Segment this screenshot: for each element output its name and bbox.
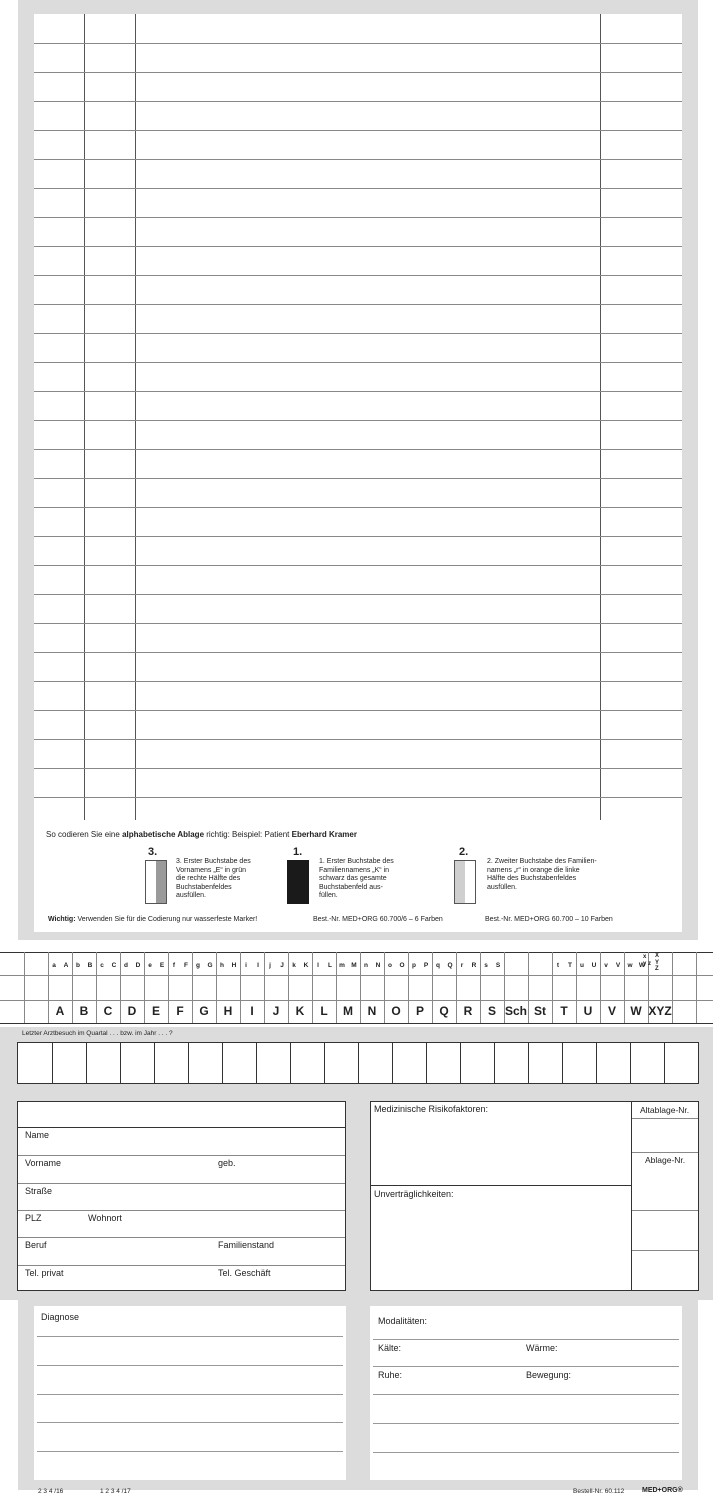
small-code-letter: H — [231, 962, 237, 969]
alphabet-letter: G — [199, 1004, 209, 1018]
alphabet-letter: U — [583, 1004, 593, 1018]
small-code-letter: M — [351, 962, 357, 969]
table-row-line — [34, 768, 682, 769]
small-code-letter: J — [280, 962, 284, 969]
unvertraeglichkeiten-label: Unverträglichkeiten: — [374, 1189, 454, 1199]
alphabet-letter: B — [79, 1004, 89, 1018]
small-code-letter: n — [364, 962, 368, 969]
alphabet-letter: E — [151, 1004, 160, 1018]
footer-years-16: 2 3 4 /16 — [38, 1488, 64, 1495]
table-row-line — [34, 246, 682, 247]
small-code-letter: A — [63, 962, 69, 969]
table-row-line — [34, 188, 682, 189]
small-code-letter: u — [580, 962, 584, 969]
step2-number: 2. — [459, 846, 469, 858]
brand-logo: MED+ORG® — [642, 1487, 683, 1494]
visit-box-divider — [222, 1043, 223, 1083]
visit-box-divider — [120, 1043, 121, 1083]
alphabet-letter: N — [367, 1004, 377, 1018]
small-code-letter: i — [245, 962, 247, 969]
small-code-letter: w — [627, 962, 633, 969]
visit-box-divider — [256, 1043, 257, 1083]
step3-text: 3. Erster Buchstabe des Vornamens „E“ in grün die rechte Hälfte des Buchstabenfeldes ausfüllen. — [176, 858, 251, 899]
small-code-letter: o — [388, 962, 392, 969]
alphabet-column-line — [696, 952, 697, 1023]
wohnort-label: Wohnort — [88, 1213, 122, 1223]
small-code-letter: E — [159, 962, 165, 969]
step1-swatch — [287, 860, 309, 904]
small-code-letter: g — [196, 962, 200, 969]
small-code-letter: W — [638, 962, 646, 969]
archive-box — [631, 1101, 699, 1291]
ruhe-label: Ruhe: — [378, 1370, 403, 1380]
table-row-line — [34, 652, 682, 653]
table-row-line — [34, 391, 682, 392]
table-row-line — [34, 594, 682, 595]
small-code-letter: q — [436, 962, 440, 969]
xyz-small-lower: x y z — [643, 954, 652, 967]
geb-label: geb. — [218, 1158, 236, 1168]
beruf-label: Beruf — [25, 1240, 47, 1250]
small-code-letter: S — [495, 962, 501, 969]
table-row-line — [34, 739, 682, 740]
vorname-label: Vorname — [25, 1158, 62, 1168]
plz-label: PLZ — [25, 1213, 42, 1223]
visit-box-divider — [392, 1043, 393, 1083]
alphabet-letter: H — [223, 1004, 233, 1018]
alphabet-letter: St — [534, 1004, 546, 1018]
waerme-label: Wärme: — [526, 1343, 558, 1353]
table-row-line — [34, 217, 682, 218]
table-row-line — [34, 681, 682, 682]
alphabet-letter: T — [560, 1004, 568, 1018]
table-row-line — [34, 565, 682, 566]
instructions-heading: So codieren Sie eine alphabetische Ablage richtig: Beispiel: Patient Eberhard Kramer — [46, 830, 357, 839]
tel-privat-label: Tel. privat — [25, 1268, 64, 1278]
small-code-letter: D — [135, 962, 141, 969]
small-code-letter: Q — [447, 962, 453, 969]
diagnose-box — [34, 1306, 346, 1480]
visit-box-divider — [358, 1043, 359, 1083]
visit-box-divider — [426, 1043, 427, 1083]
table-row-line — [34, 797, 682, 798]
alphabet-letter: XYZ — [648, 1004, 672, 1018]
table-row-line — [34, 536, 682, 537]
alphabet-column-line — [24, 952, 25, 1023]
last-visit-label: Letzter Arztbesuch im Quartal . . . bzw. im Jahr . . . ? — [22, 1030, 173, 1037]
small-code-letter: O — [399, 962, 405, 969]
xyz-small-upper: X Y Z — [655, 953, 660, 972]
order-number-10: Best.-Nr. MED+ORG 60.700 – 10 Farben — [485, 916, 613, 923]
table-row-line — [34, 130, 682, 131]
alphabet-letter: Q — [439, 1004, 449, 1018]
familienstand-label: Familienstand — [218, 1240, 275, 1250]
alphabet-letter: A — [55, 1004, 65, 1018]
alphabet-letter: W — [630, 1004, 642, 1018]
visit-box-divider — [188, 1043, 189, 1083]
table-row-line — [34, 420, 682, 421]
altablage-label: Altablage-Nr. — [640, 1105, 690, 1115]
strasse-label: Straße — [25, 1186, 53, 1196]
tel-geschaeft-label: Tel. Geschäft — [218, 1268, 271, 1278]
small-code-letter: a — [52, 962, 56, 969]
visit-box-divider — [460, 1043, 461, 1083]
small-code-letter: h — [220, 962, 224, 969]
table-row-line — [34, 623, 682, 624]
alphabet-letter: R — [463, 1004, 473, 1018]
visit-box-divider — [86, 1043, 87, 1083]
footer-order-number: Bestell-Nr. 60.112 — [573, 1488, 625, 1495]
small-code-letter: k — [292, 962, 296, 969]
entry-table — [34, 14, 682, 820]
table-row-line — [34, 72, 682, 73]
small-code-letter: K — [303, 962, 309, 969]
small-code-letter: U — [591, 962, 597, 969]
small-code-letter: e — [148, 962, 152, 969]
small-code-letter: m — [339, 962, 345, 969]
alphabet-letter: O — [391, 1004, 401, 1018]
step2-text: 2. Zweiter Buchstabe des Familien- namens „r“ in orange die linke Hälfte des Buchstabenfeldes ausfüllen. — [487, 858, 597, 891]
visit-box-divider — [664, 1043, 665, 1083]
alphabet-letter: V — [607, 1004, 616, 1018]
alphabet-letter: D — [127, 1004, 137, 1018]
step1-number: 1. — [293, 846, 303, 858]
visit-box-divider — [630, 1043, 631, 1083]
small-code-letter: V — [615, 962, 621, 969]
bewegung-label: Bewegung: — [526, 1370, 572, 1380]
visit-box-divider — [494, 1043, 495, 1083]
table-row-line — [34, 43, 682, 44]
small-code-letter: L — [328, 962, 332, 969]
step3-swatch — [145, 860, 167, 904]
step2-swatch — [454, 860, 476, 904]
small-code-letter: T — [568, 962, 572, 969]
small-code-letter: l — [317, 962, 319, 969]
table-row-line — [34, 275, 682, 276]
small-code-letter: b — [76, 962, 80, 969]
small-code-letter: B — [87, 962, 93, 969]
step1-text: 1. Erster Buchstabe des Familiennamens „K“ in schwarz das gesamte Buchstabenfeld aus- füllen. — [319, 858, 394, 899]
last-visit-boxes — [17, 1042, 699, 1084]
important-note: Wichtig: Verwenden Sie für die Codierung nur wasserfeste Marker! — [48, 916, 258, 923]
risk-box — [370, 1101, 632, 1291]
step3-number: 3. — [148, 846, 158, 858]
alphabet-letter: S — [487, 1004, 496, 1018]
small-code-letter: I — [257, 962, 259, 969]
risikofaktoren-label: Medizinische Risikofaktoren: — [374, 1104, 489, 1114]
table-row-line — [34, 362, 682, 363]
visit-box-divider — [562, 1043, 563, 1083]
alphabet-letter: C — [103, 1004, 113, 1018]
small-code-letter: F — [184, 962, 188, 969]
kaelte-label: Kälte: — [378, 1343, 402, 1353]
table-row-line — [34, 304, 682, 305]
small-code-letter: C — [111, 962, 117, 969]
table-row-line — [34, 478, 682, 479]
table-row-line — [34, 507, 682, 508]
visit-box-divider — [154, 1043, 155, 1083]
table-row-line — [34, 159, 682, 160]
table-row-line — [34, 101, 682, 102]
small-code-letter: N — [375, 962, 381, 969]
small-code-letter: P — [423, 962, 429, 969]
footer-years-17: 1 2 3 4 /17 — [100, 1488, 131, 1495]
small-code-letter: d — [124, 962, 128, 969]
visit-box-divider — [596, 1043, 597, 1083]
small-code-letter: G — [207, 962, 213, 969]
modalities-box — [370, 1306, 682, 1480]
small-code-letter: R — [471, 962, 477, 969]
order-number-6: Best.-Nr. MED+ORG 60.700/6 – 6 Farben — [313, 916, 443, 923]
small-code-letter: v — [604, 962, 608, 969]
small-code-letter: f — [172, 962, 176, 969]
name-label: Name — [25, 1130, 50, 1140]
diagnose-label: Diagnose — [41, 1312, 80, 1322]
alphabet-column-line — [672, 952, 673, 1023]
small-code-letter: t — [556, 962, 560, 969]
visit-box-divider — [528, 1043, 529, 1083]
alphabet-letter: F — [176, 1004, 184, 1018]
alphabet-letter: M — [343, 1004, 353, 1018]
coding-instructions — [34, 820, 682, 932]
table-row-line — [34, 449, 682, 450]
visit-box-divider — [290, 1043, 291, 1083]
modalitaeten-label: Modalitäten: — [378, 1316, 428, 1326]
alphabet-letter: L — [320, 1004, 328, 1018]
small-code-letter: p — [412, 962, 416, 969]
alphabet-letter: P — [415, 1004, 424, 1018]
visit-box-divider — [52, 1043, 53, 1083]
ablage-label: Ablage-Nr. — [645, 1155, 686, 1165]
small-code-letter: s — [484, 962, 488, 969]
alphabet-letter: I — [250, 1004, 254, 1018]
small-code-letter: r — [460, 962, 464, 969]
small-code-letter: j — [269, 962, 271, 969]
alphabet-letter: K — [295, 1004, 305, 1018]
small-code-letter: c — [100, 962, 104, 969]
patient-data-box — [17, 1101, 346, 1291]
table-row-line — [34, 333, 682, 334]
alphabet-letter: J — [272, 1004, 280, 1018]
alphabet-letter: Sch — [504, 1004, 527, 1018]
table-row-line — [34, 710, 682, 711]
visit-box-divider — [324, 1043, 325, 1083]
